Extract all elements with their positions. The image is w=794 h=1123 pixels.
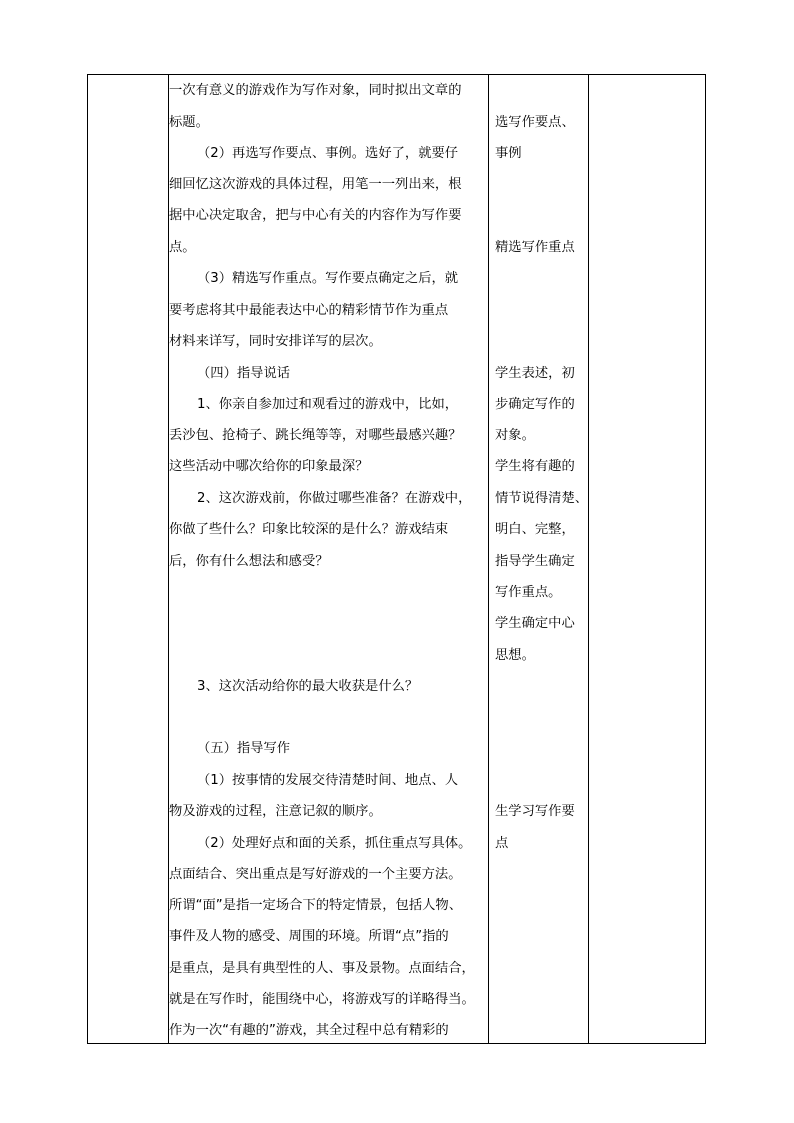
text-line: 据中心决定取舍，把与中心有关的内容作为写作要 xyxy=(169,208,462,223)
note-line: 精选写作重点 xyxy=(495,240,575,255)
text-line: 要考虑将其中最能表达中心的精彩情节作为重点 xyxy=(169,303,449,318)
text-line: 作为一次“有趣的”游戏，其全过程中总有精彩的 xyxy=(169,1023,449,1038)
text-line: 这些活动中哪次给你的印象最深？ xyxy=(169,459,369,474)
note-line: 对象。 xyxy=(495,428,535,443)
text-line: 一次有意义的游戏作为写作对象，同时拟出文章的 xyxy=(169,83,462,98)
text-line: （3）精选写作重点。写作要点确定之后，就 xyxy=(197,271,459,286)
section-heading: （四）指导说话 xyxy=(197,366,291,381)
note-line: 指导学生确定 xyxy=(495,554,575,569)
text-line: 物及游戏的过程，注意记叙的顺序。 xyxy=(169,804,382,819)
section-heading: （五）指导写作 xyxy=(197,741,291,756)
text-line: （1）按事情的发展交待清楚时间、地点、人 xyxy=(197,773,459,788)
note-line: 学生表述，初 xyxy=(495,366,575,381)
text-line: 所谓“面”是指一定场合下的特定情景，包括人物、 xyxy=(169,898,463,913)
text-line: 后，你有什么想法和感受？ xyxy=(169,554,329,569)
note-line: 步确定写作的 xyxy=(495,397,575,412)
column-divider xyxy=(588,75,589,1043)
note-line: 生学习写作要 xyxy=(495,804,575,819)
note-line: 事例 xyxy=(495,146,522,161)
text-line: 2、这次游戏前，你做过哪些准备？在游戏中， xyxy=(197,491,472,506)
text-line: 就是在写作时，能围绕中心，将游戏写的详略得当。 xyxy=(169,992,475,1007)
text-line: 3、这次活动给你的最大收获是什么？ xyxy=(197,679,419,694)
text-line: 是重点，是具有典型性的人、事及景物。点面结合， xyxy=(169,961,475,976)
text-line: 标题。 xyxy=(169,115,209,130)
text-line: 你做了些什么？印象比较深的是什么？游戏结束 xyxy=(169,522,449,537)
text-line: 点面结合、突出重点是写好游戏的一个主要方法。 xyxy=(169,867,462,882)
text-line: 1、你亲自参加过和观看过的游戏中，比如， xyxy=(197,397,459,412)
lesson-plan-table xyxy=(87,74,706,1044)
text-line: 材料来详写，同时安排详写的层次。 xyxy=(169,334,382,349)
note-line: 情节说得清楚、 xyxy=(495,491,589,506)
note-line: 学生确定中心 xyxy=(495,616,575,631)
text-line: 事件及人物的感受、周围的环境。所谓“点”指的 xyxy=(169,929,449,944)
note-line: 思想。 xyxy=(495,648,535,663)
note-line: 选写作要点、 xyxy=(495,115,575,130)
text-line: 细回忆这次游戏的具体过程，用笔一一列出来，根 xyxy=(169,177,462,192)
text-line: （2）处理好点和面的关系，抓住重点写具体。 xyxy=(197,836,472,851)
column-divider xyxy=(488,75,489,1043)
note-line: 学生将有趣的 xyxy=(495,459,575,474)
note-line: 点 xyxy=(495,836,509,851)
text-line: 点。 xyxy=(169,240,196,255)
text-line: （2）再选写作要点、事例。选好了，就要仔 xyxy=(197,146,459,161)
note-line: 写作重点。 xyxy=(495,585,562,600)
note-line: 明白、完整， xyxy=(495,522,575,537)
text-line: 丢沙包、抢椅子、跳长绳等等，对哪些最感兴趣？ xyxy=(169,428,462,443)
